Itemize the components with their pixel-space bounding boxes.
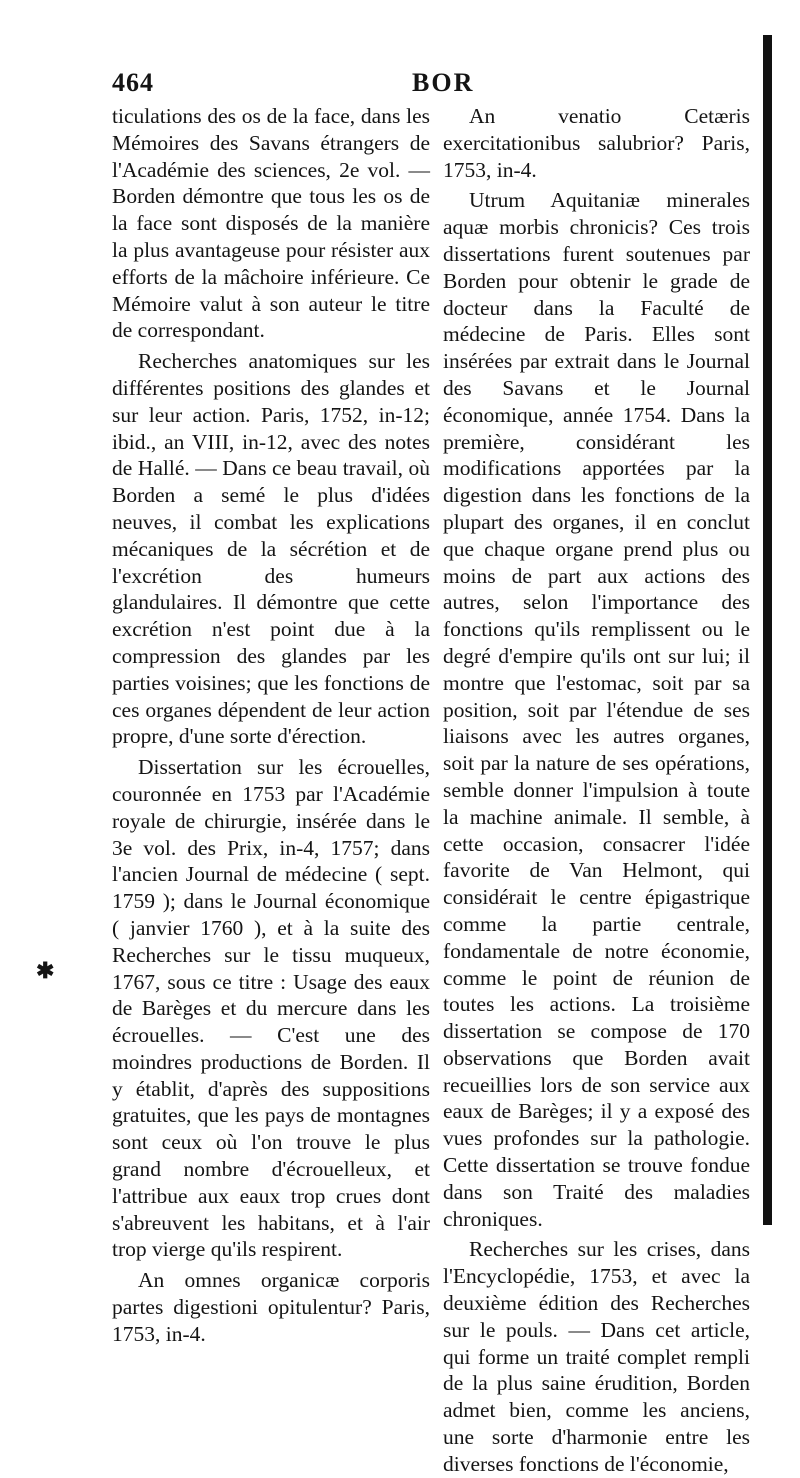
page-number: 464: [112, 68, 154, 97]
paragraph: Dissertation sur les écrouelles, couronnée en 1753 par l'Académie royale de chirurgie, insérée dans le 3e vol. des Prix, in-4, 1757; dans l'ancien Journal de médecine ( sept. 1759 ); dans le Journal économique ( janvier 1760 ), et à la suite des Recherches sur le tissu muqueux, 1767, sous ce titre : Usage des eaux de Barèges et du mercure dans les écrouelles. — C'est une des moindres productions de Borden. Il y établit, d'après des suppositions gratuites, que les pays de montagnes sont ceux où l'on trouve le plus grand nombre d'écrouelleux, et l'attribue aux eaux trop crues dont s'abreuvent les habitans, et à l'air trop vierge qu'ils respirent.: [112, 755, 430, 1262]
binding-edge-shadow: [763, 35, 772, 1225]
paragraph: Recherches sur les crises, dans l'Encyclopédie, 1753, et avec la deuxième édition des Recherches sur le pouls. — Dans cet article, qui forme un traité complet rempli de la plus saine érudition, Borden admet bien, comme les anciens, une sorte d'harmonie entre les diverses fonctions de l'économie,: [443, 1237, 750, 1476]
running-head: BOR: [412, 68, 475, 97]
margin-mark: ✱: [36, 958, 55, 983]
paragraph: An omnes organicæ corporis partes digestioni opitulentur? Paris, 1753, in-4.: [112, 1268, 430, 1346]
paragraph: Recherches anatomiques sur les différentes positions des glandes et sur leur action. Paris, 1752, in-12; ibid., an VIII, in-12, avec des notes de Hallé. — Dans ce beau travail, où Borden a semé le plus d'idées neuves, il combat les explications mécaniques de la sécrétion et de l'excrétion des humeurs glandulaires. Il démontre que cette excrétion n'est point due à la compression des glandes par les parties voisines; que les fonctions de ces organes dépendent de leur action propre, d'une sorte d'érection.: [112, 349, 430, 749]
left-column: [112, 103, 430, 1348]
paragraph: Utrum Aquitaniæ minerales aquæ morbis chronicis? Ces trois dissertations furent soutenues par Borden pour obtenir le grade de docteur dans la Faculté de médecine de Paris. Elles sont insérées par extrait dans le Journal des Savans et le Journal économique, année 1754. Dans la première, considérant les modifications apportées par la digestion dans les fonctions de la plupart des organes, il en conclut que chaque organe prend plus ou moins de part aux actions des autres, selon l'importance des fonctions qu'ils remplissent ou le degré d'empire qu'ils ont sur lui; il montre que l'estomac, soit par sa position, soit par l'étendue de ses liaisons avec les autres organes, soit par la nature de ses opérations, semble donner l'impulsion à toute la machine animale. Il semble, à cette occasion, consacrer l'idée favorite de Van Helmont, qui considérait le centre épigastrique comme la partie centrale, fondamentale de notre économie, comme le point de réunion de toutes les actions. La troisième dissertation se compose de 170 observations que Borden avait recueillies lors de son service aux eaux de Barèges; il y a exposé des vues profondes sur la pathologie. Cette dissertation se trouve fondue dans son Traité des maladies chroniques.: [443, 188, 750, 1231]
right-column: [443, 103, 750, 1478]
paragraph: An venatio Cetæris exercitationibus salubrior? Paris, 1753, in-4.: [443, 104, 750, 182]
paragraph: ticulations des os de la face, dans les Mémoires des Savans étrangers de l'Académie des sciences, 2e vol. — Borden démontre que tous les os de la face sont disposés de la manière la plus avantageuse pour résister aux efforts de la mâchoire inférieure. Ce Mémoire valut à son auteur le titre de correspondant.: [112, 104, 430, 343]
page-header: [112, 68, 762, 104]
